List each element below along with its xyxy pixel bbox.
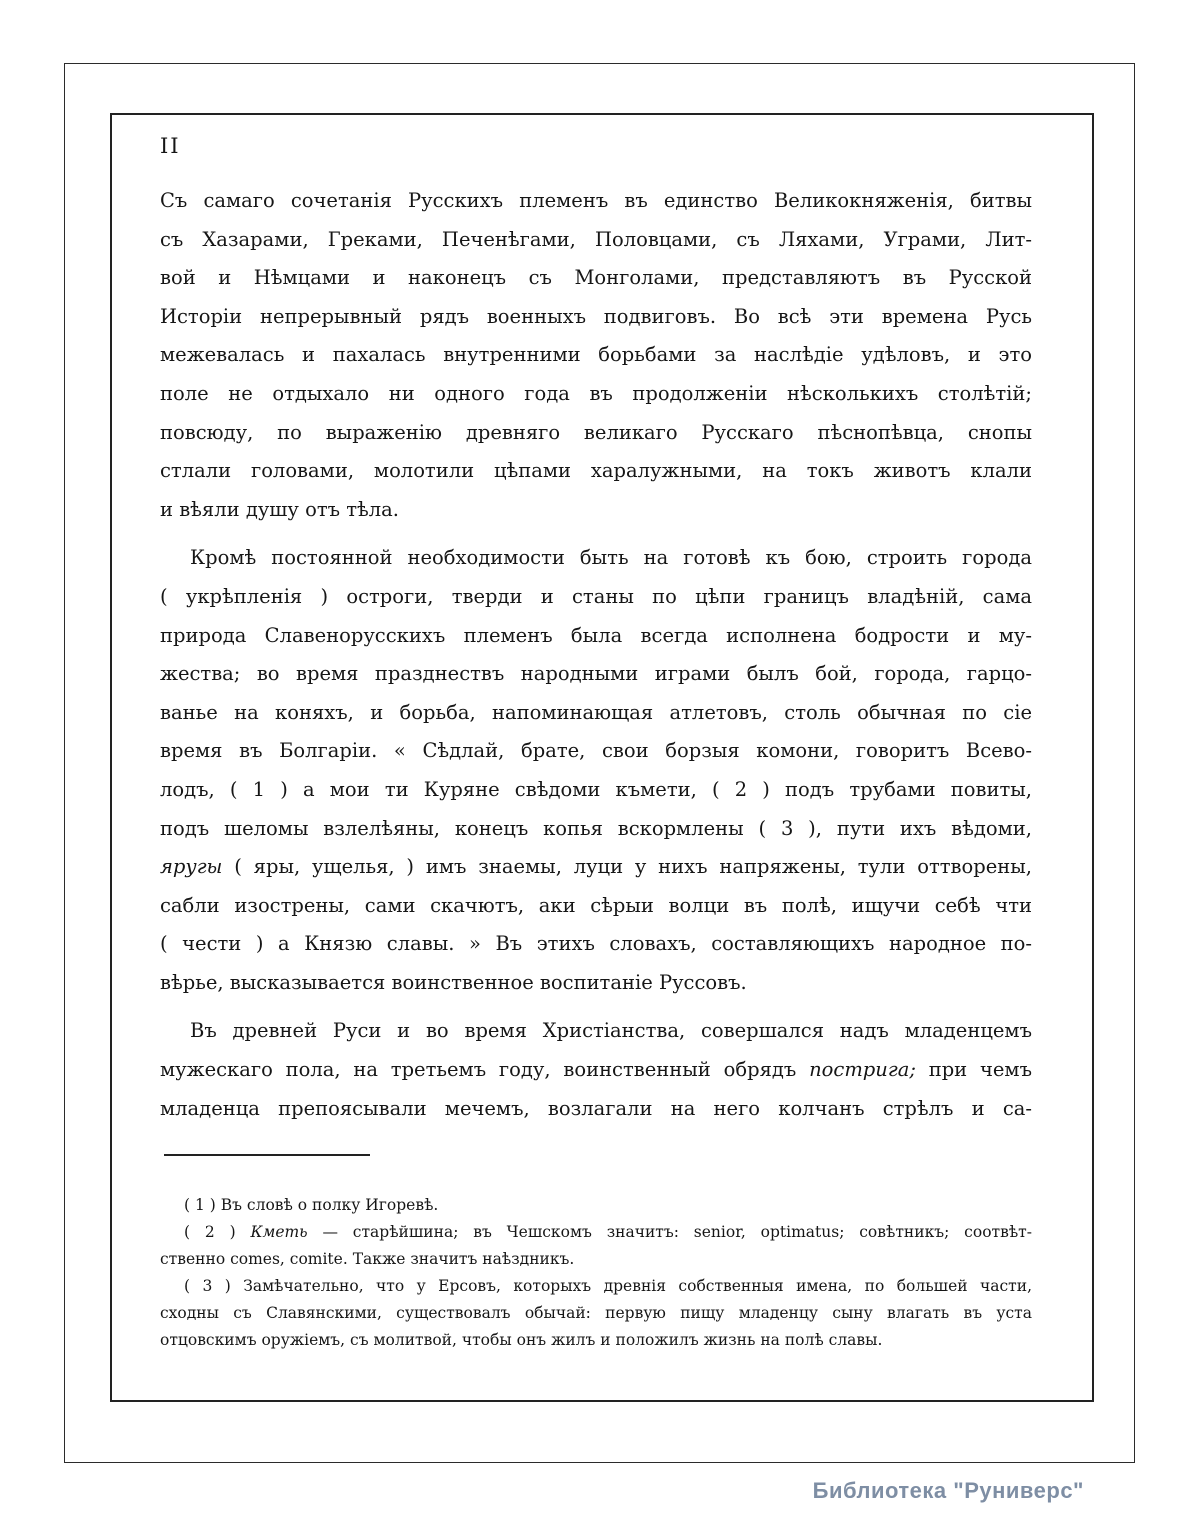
footnote — [160, 1273, 1032, 1354]
text-line — [160, 1273, 1032, 1300]
footnote — [160, 1192, 1032, 1219]
text-line — [160, 887, 1032, 926]
text-segment: ( чести ) а Князю славы. » Въ этихъ словахъ, составляющихъ народное по- — [160, 932, 1032, 956]
text-line — [160, 810, 1032, 849]
text-segment: ванье на коняхъ, и борьба, напоминающая атлетовъ, столь обычная по сіе — [160, 700, 1032, 724]
text-segment: съ Хазарами, Греками, Печенѣгами, Половцами, съ Ляхами, Уграми, Лит- — [160, 227, 1032, 251]
text-line — [160, 732, 1032, 771]
text-line — [160, 1300, 1032, 1327]
italic-text: пострига; — [809, 1058, 916, 1082]
text-segment: время въ Болгаріи. « Сѣдлай, брате, свои борзыя комони, говоритъ Всево- — [160, 739, 1032, 763]
text-line — [160, 925, 1032, 964]
text-segment: ( 1 ) Въ словѣ о полку Игоревѣ. — [184, 1196, 439, 1215]
text-segment: при чемъ — [915, 1058, 1032, 1082]
text-line — [160, 964, 1032, 1003]
text-line — [160, 578, 1032, 617]
text-segment: лодъ, ( 1 ) а мои ти Куряне свѣдоми къмети, ( 2 ) подъ трубами повиты, — [160, 777, 1032, 801]
footnotes-block — [160, 1192, 1032, 1354]
text-segment: подъ шеломы взлелѣяны, конецъ копья вскормлены ( 3 ), пути ихъ вѣдоми, — [160, 816, 1032, 840]
text-segment: ( укрѣпленія ) остроги, тверди и станы по цѣпи границъ владѣній, сама — [160, 584, 1032, 608]
text-line — [160, 336, 1032, 375]
text-segment: сходны съ Славянскими, существовалъ обычай: первую пищу младенцу сыну влагать въ уста — [160, 1304, 1032, 1323]
text-line — [160, 1219, 1032, 1246]
text-line — [160, 259, 1032, 298]
text-line — [160, 414, 1032, 453]
text-line — [160, 1327, 1032, 1354]
text-line — [160, 452, 1032, 491]
text-segment: младенца препоясывали мечемъ, возлагали на него колчанъ стрѣлъ и са- — [160, 1096, 1032, 1120]
text-line — [160, 491, 1032, 530]
text-line — [160, 694, 1032, 733]
text-segment: ( 3 ) Замѣчательно, что у Ерсовъ, которыхъ древнія собственныя имена, по большей части, — [184, 1277, 1032, 1296]
text-segment: Исторіи непрерывный рядъ военныхъ подвиговъ. Во всѣ эти времена Русь — [160, 304, 1032, 328]
footnote — [160, 1219, 1032, 1273]
footnote-separator — [164, 1154, 370, 1156]
text-segment: ( яры, ущелья, ) имъ знаемы, луци у нихъ напряжены, тули оттворены, — [222, 855, 1032, 879]
text-segment: Въ древней Руси и во время Христіанства, совершался надъ младенцемъ — [190, 1019, 1032, 1043]
text-segment: повсюду, по выраженію древняго великаго Русскаго пѣснопѣвца, снопы — [160, 420, 1032, 444]
text-line — [160, 848, 1032, 887]
italic-text: яругы — [160, 855, 223, 879]
text-line — [160, 1051, 1032, 1090]
text-segment: межевалась и пахалась внутренними борьбами за наслѣдіе удѣловъ, и это — [160, 343, 1032, 367]
text-segment: Кромѣ постоянной необходимости быть на готовѣ къ бою, строить города — [190, 546, 1032, 570]
text-line — [160, 1246, 1032, 1273]
text-segment: жества; во время празднествъ народными играми былъ бой, города, гарцо- — [160, 662, 1032, 686]
text-segment: стлали головами, молотили цѣпами харалужными, на токъ животъ клали — [160, 459, 1032, 483]
text-segment: и вѣяли душу отъ тѣла. — [160, 497, 399, 521]
text-line — [160, 182, 1032, 221]
text-line — [160, 617, 1032, 656]
paragraph — [160, 1012, 1032, 1128]
paragraph — [160, 182, 1032, 529]
text-segment: природа Славенорусскихъ племенъ была всегда исполнена бодрости и му- — [160, 623, 1032, 647]
text-segment: ственно comes, comite. Также значитъ наѣздникъ. — [160, 1250, 575, 1269]
text-segment: ( 2 ) — [184, 1223, 251, 1242]
text-line — [160, 375, 1032, 414]
text-segment: сабли изострены, сами скачютъ, аки сѣрыи волци въ полѣ, ищучи себѣ чти — [160, 893, 1032, 917]
text-line — [160, 1012, 1032, 1051]
text-line — [160, 1192, 1032, 1219]
text-segment: — старѣйшина; въ Чешскомъ значитъ: senior, optimatus; совѣтникъ; соотвѣт- — [307, 1223, 1032, 1242]
text-line — [160, 298, 1032, 337]
text-line — [160, 771, 1032, 810]
text-line — [160, 221, 1032, 260]
page-number: II — [160, 134, 181, 158]
text-segment: Съ самаго сочетанія Русскихъ племенъ въ единство Великокняженія, битвы — [160, 189, 1032, 212]
text-segment: мужескаго пола, на третьемъ году, воинственный обрядъ — [160, 1058, 810, 1082]
text-segment: отцовскимъ оружіемъ, съ молитвой, чтобы онъ жилъ и положилъ жизнь на полѣ славы. — [160, 1331, 883, 1350]
paragraph — [160, 539, 1032, 1002]
italic-text: Кметь — [250, 1223, 308, 1242]
body-text — [160, 182, 1032, 1128]
text-segment: вой и Нѣмцами и наконецъ съ Монголами, представляютъ въ Русской — [160, 266, 1032, 290]
text-line — [160, 539, 1032, 578]
text-segment: вѣрье, высказывается воинственное воспитаніе Руссовъ. — [160, 970, 747, 994]
page-content — [160, 134, 1032, 1354]
text-segment: поле не отдыхало ни одного года въ продолженіи нѣсколькихъ столѣтій; — [160, 381, 1032, 405]
library-watermark: Библиотека "Руниверс" — [812, 1478, 1084, 1503]
text-line — [160, 1090, 1032, 1129]
text-line — [160, 655, 1032, 694]
